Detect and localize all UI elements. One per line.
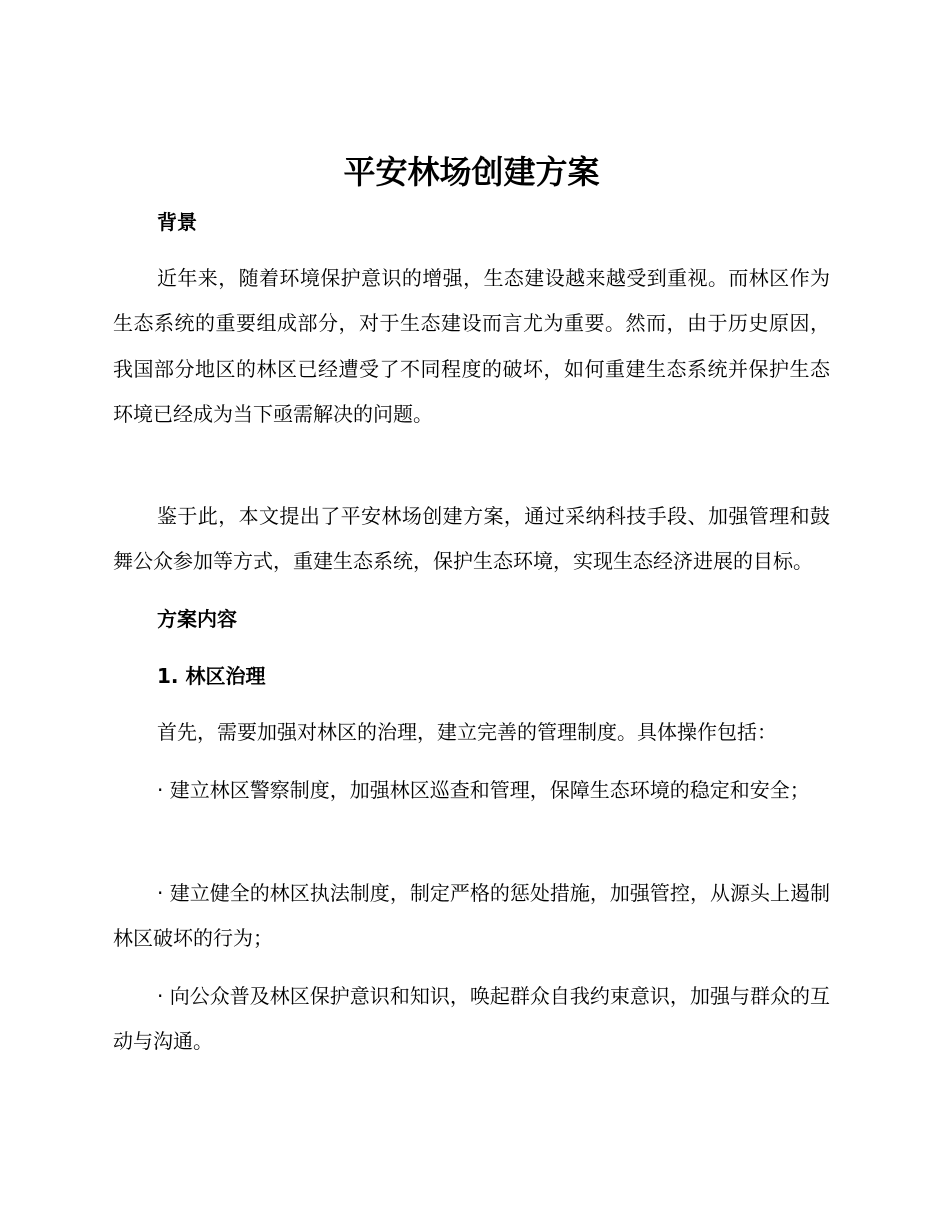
bullet-item-2: · 建立健全的林区执法制度，制定严格的惩处措施，加强管控，从源头上遏制林区破坏的行为；	[113, 881, 830, 951]
subsection-heading-forest-management: 1. 林区治理	[157, 664, 266, 688]
bullet-item-3: · 向公众普及林区保护意识和知识，唤起群众自我约束意识，加强与群众的互动与沟通。	[113, 984, 830, 1054]
bullet-item-1: · 建立林区警察制度，加强林区巡查和管理，保障生态环境的稳定和安全；	[157, 778, 810, 802]
forest-management-intro: 首先，需要加强对林区的治理，建立完善的管理制度。具体操作包括：	[157, 720, 777, 744]
background-paragraph-1: 近年来，随着环境保护意识的增强，生态建设越来越受到重视。而林区作为生态系统的重要组成部分，对于生态建设而言尤为重要。然而，由于历史原因，我国部分地区的林区已经遭受了不同程度的破坏，如何重建生态系统并保护生态环境已经成为当下亟需解决的问题。	[113, 266, 830, 427]
section-heading-plan-content: 方案内容	[157, 607, 237, 631]
document-title: 平安林场创建方案	[343, 153, 600, 191]
section-heading-background: 背景	[157, 210, 197, 234]
background-paragraph-2: 鉴于此，本文提出了平安林场创建方案，通过采纳科技手段、加强管理和鼓舞公众参加等方式，重建生态系统，保护生态环境，实现生态经济进展的目标。	[113, 504, 830, 574]
